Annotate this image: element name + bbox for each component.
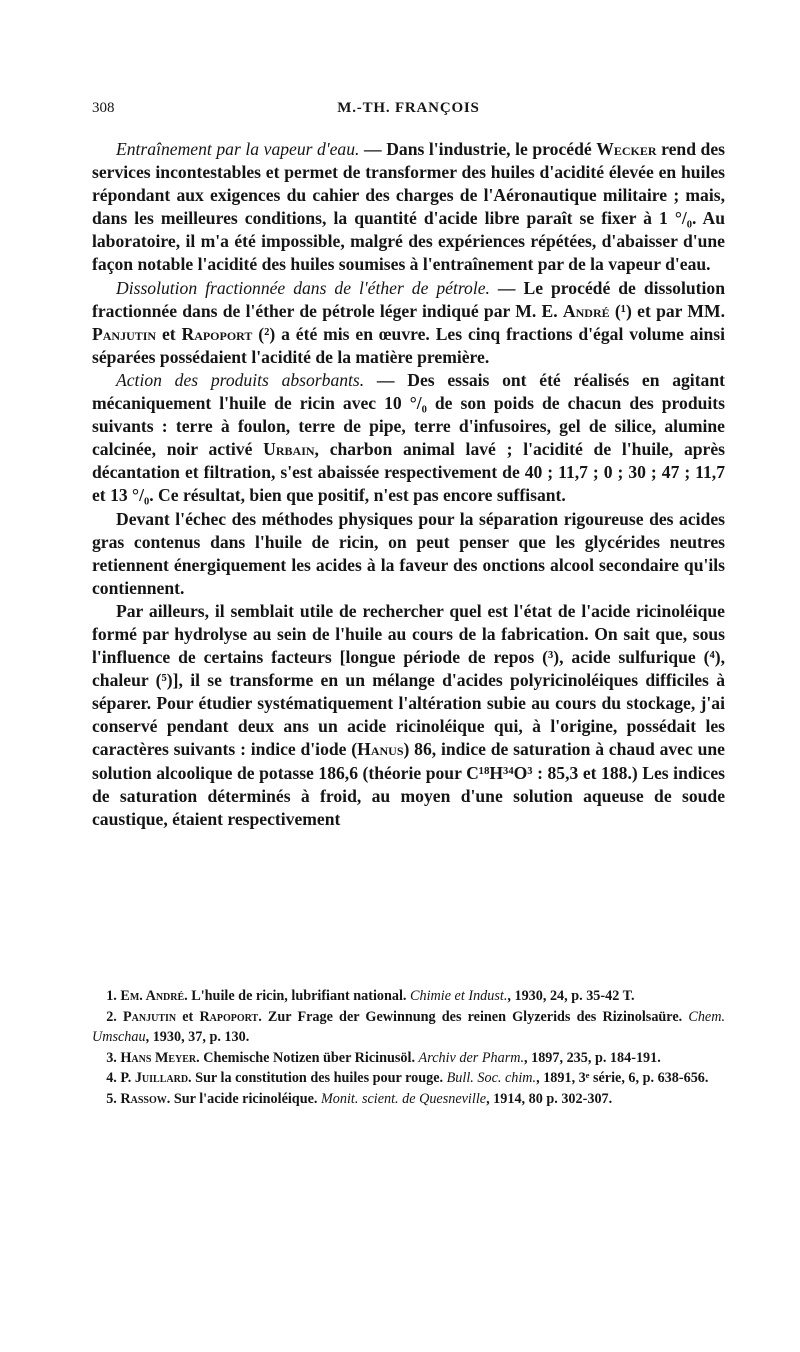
- footnote-title: Sur l'acide ricinoléique.: [170, 1090, 321, 1107]
- footnote-author: Rapoport.: [199, 1008, 262, 1025]
- text-run: (²) a été mis en œuvre. Les cinq fractions d'égal volume ainsi séparées possédaient l'acidité de la matière première.: [92, 323, 725, 367]
- footnote-number: 5.: [106, 1090, 117, 1107]
- footnote-title: Zur Frage der Gewinnung des reinen Glyzerids des Rizinolsaüre.: [261, 1008, 689, 1025]
- section-heading: Entraînement par la vapeur d'eau.: [116, 139, 360, 159]
- text-run: — Des essais ont été réalisés en agitant mécaniquement l'huile de ricin avec 10 °/₀ de son poids de chacun des produits suivants : terre à foulon, terre de pipe, terre d'infusoires, gel de silice, alumine calcinée, noir activé: [92, 369, 725, 460]
- author-name: Hanus: [357, 739, 404, 760]
- text-run: rend des services incontestables et permet de transformer des huiles d'acidité élevée en huiles répondant aux exigences du cahier des charges de l'Aéronautique militaire ; mais, dans les meilleures conditions, la quantité d'acide libre paraît se fixer à 1 °/₀. Au laboratoire, il m'a été impossible, malgré des expériences répétées, d'abaisser d'une façon notable l'acidité des huiles soumises à l'entraînement par de la vapeur d'eau.: [92, 139, 725, 275]
- footnote-author: Hans Meyer.: [120, 1049, 200, 1066]
- paragraph-physical-methods: Devant l'échec des méthodes physiques pour la séparation rigoureuse des acides gras contenus dans l'huile de ricin, on peut penser que les glycérides neutres retiennent énergiquement les acides à la faveur des onctions alcool secondaire qu'ils contiennent.: [92, 508, 725, 598]
- text-run: ) 86, indice de saturation à chaud avec une solution alcoolique de potasse 186,6 (théorie pour C¹⁸H³⁴O³ : 85,3 et 188.) Les indices de saturation déterminés à froid, au moyen d'une solution aqueuse de soude caustique, étaient respectivement: [92, 739, 725, 829]
- footnote-ref: , 1930, 37, p. 130.: [145, 1029, 250, 1045]
- footnote-journal: Monit. scient. de Quesneville: [320, 1090, 487, 1107]
- footnote: [92, 1007, 725, 1048]
- paragraph-steam: [92, 138, 725, 277]
- footnote: [92, 986, 725, 1007]
- footnote-journal: Chem. Umschau: [92, 1008, 726, 1045]
- text-run: Par ailleurs, il semblait utile de rechercher quel est l'état de l'acide ricinoléique formé par hydrolyse au sein de l'huile au cours de la fabrication. On sait que, sous l'influence de certains facteurs [longue période de repos (³), acide sulfurique (⁴), chaleur (⁵)], il se transforme en un mélange d'acides polyricinoléiques difficiles à séparer. Pour étudier systématiquement l'altération subie au cours du stockage, j'ai conservé pendant deux ans un acide ricinoléique qui, à l'origine, possédait les caractères suivants : indice d'iode (: [92, 600, 725, 760]
- footnote-author: P. Juillard.: [120, 1070, 192, 1086]
- text-run: , charbon animal lavé ; l'acidité de l'huile, après décantation et filtration, s'est abaissée respectivement de 40 ; 11,7 ; 0 ; 30 ; 47 ; 11,7 et 13 °/₀. Ce résultat, bien que positif, n'est pas encore suffisant.: [92, 439, 726, 506]
- footnote-title: Chemische Notizen über Ricinusöl.: [199, 1049, 419, 1066]
- footnote-number: 2.: [106, 1008, 117, 1025]
- footnote-ref: , 1914, 80 p. 302-307.: [486, 1090, 613, 1107]
- footnote-journal: Bull. Soc. chim.: [446, 1070, 537, 1086]
- footnote-journal: Chimie et Indust.: [410, 988, 508, 1004]
- author-name: André: [562, 300, 610, 321]
- footnote-journal: Archiv der Pharm.: [418, 1049, 525, 1066]
- paragraph-absorbents: [92, 369, 725, 508]
- footnote-author: Rassow.: [120, 1090, 171, 1107]
- footnote-ref: , 1897, 235, p. 184-191.: [524, 1049, 661, 1066]
- footnote: [92, 1089, 725, 1110]
- text-run: et: [156, 323, 182, 344]
- page-number: 308: [92, 100, 115, 116]
- footnote-number: 4.: [106, 1070, 117, 1086]
- running-head: M.-TH. FRANÇOIS: [337, 100, 480, 116]
- footnote-text: et: [176, 1008, 200, 1025]
- paragraph-dissolution: [92, 277, 725, 369]
- footnote-author: Panjutin: [122, 1008, 177, 1025]
- author-name: Urbain: [263, 439, 315, 460]
- footnote: [92, 1068, 725, 1089]
- page-header: [92, 100, 725, 124]
- text-run: — Dans l'industrie, le procédé: [359, 139, 597, 159]
- author-name: Wecker: [596, 139, 657, 159]
- footnote-ref: , 1891, 3ᵉ série, 6, p. 638-656.: [536, 1070, 709, 1086]
- text-run: (¹) et par MM.: [609, 300, 726, 321]
- footnote-title: L'huile de ricin, lubrifiant national.: [187, 988, 411, 1004]
- footnotes: [92, 986, 725, 1109]
- footnote: [92, 1048, 725, 1069]
- section-heading: Dissolution fractionnée dans de l'éther de pétrole.: [116, 277, 490, 298]
- author-name: Panjutin: [92, 323, 157, 344]
- text-run: — Le procédé de dissolution fractionnée dans de l'éther de pétrole léger indiqué par M. E.: [92, 277, 725, 321]
- paragraph-ricinoleic: [92, 600, 725, 831]
- main-text: [92, 138, 725, 831]
- footnote-number: 3.: [106, 1049, 117, 1066]
- author-name: Rapoport: [181, 323, 253, 344]
- footnote-author: Em. André.: [120, 988, 188, 1004]
- footnote-title: Sur la constitution des huiles pour rouge.: [191, 1070, 447, 1086]
- footnote-number: 1.: [106, 988, 117, 1004]
- footnote-ref: , 1930, 24, p. 35-42 T.: [507, 988, 635, 1004]
- section-heading: Action des produits absorbants.: [116, 369, 365, 390]
